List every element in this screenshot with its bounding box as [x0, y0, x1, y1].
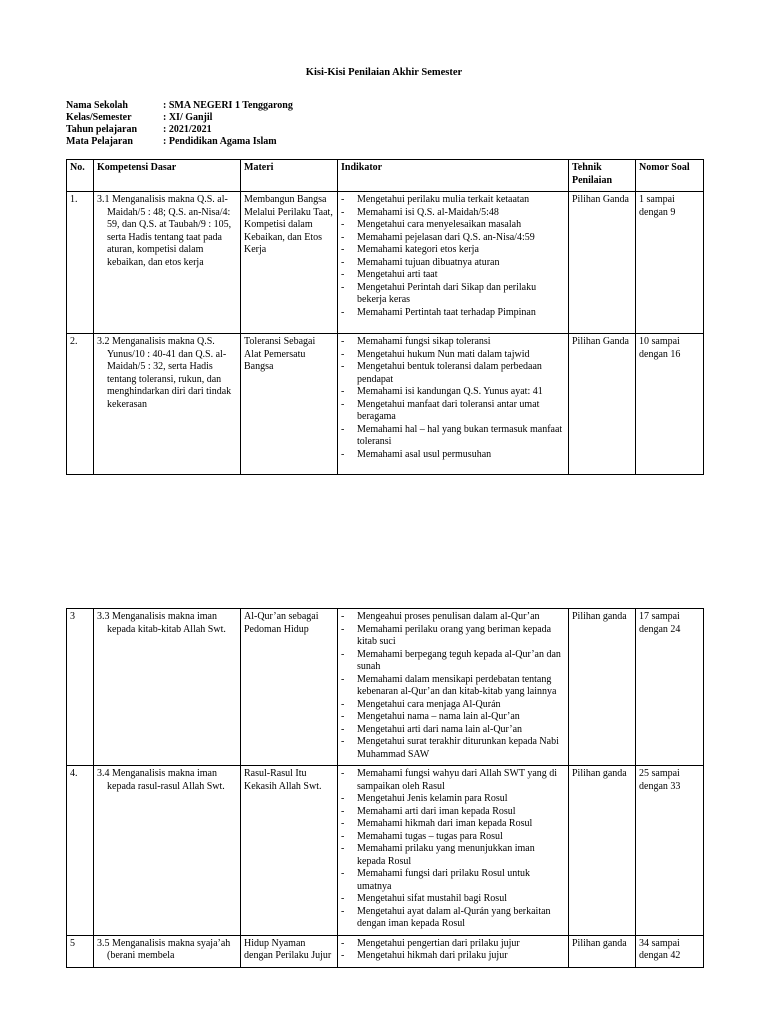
cell-kompetensi-dasar: 3.4 Menganalisis makna iman kepada rasul-rasul Allah Swt. — [94, 766, 241, 936]
cell-materi: Hidup Nyaman dengan Perilaku Jujur — [241, 935, 338, 967]
indikator-item: - Mengeahui proses penulisan dalam al-Qur’an — [341, 611, 565, 624]
cell-no: 3 — [67, 609, 94, 766]
info-label: Mata Pelajaran — [66, 136, 133, 147]
info-value: : SMA NEGERI 1 Tenggarong — [163, 100, 293, 111]
indikator-item: - Mengetahui arti taat — [341, 269, 565, 282]
indikator-item: - Memahami kategori etos kerja — [341, 244, 565, 257]
indikator-item: - Mengetahui hukum Nun mati dalam tajwid — [341, 349, 565, 362]
header-no: No. — [67, 160, 94, 192]
header-indikator: Indikator — [338, 160, 569, 192]
info-label: Nama Sekolah — [66, 100, 128, 111]
indikator-item: - Memahami isi kandungan Q.S. Yunus ayat: 41 — [341, 386, 565, 399]
info-row — [66, 100, 293, 112]
indikator-item: - Memahami Pertintah taat terhadap Pimpinan — [341, 307, 565, 320]
indikator-item: - Mengetahui bentuk toleransi dalam perbedaan pendapat — [341, 361, 565, 386]
cell-teknik-penilaian: Pilihan ganda — [569, 766, 636, 936]
info-row — [66, 136, 293, 148]
cell-indikator — [338, 192, 569, 334]
indikator-item: - Memahami tujuan dibuatnya aturan — [341, 257, 565, 270]
cell-teknik-penilaian: Pilihan Ganda — [569, 192, 636, 334]
cell-nomor-soal: 1 sampai dengan 9 — [636, 192, 704, 334]
indikator-item: - Memahami hikmah dari iman kepada Rosul — [341, 818, 565, 831]
kisi-kisi-table-part-1 — [66, 159, 704, 475]
header-nomor-soal: Nomor Soal — [636, 160, 704, 192]
info-label: Tahun pelajaran — [66, 124, 138, 135]
school-info — [66, 100, 293, 148]
cell-indikator — [338, 766, 569, 936]
header-kompetensi-dasar: Kompetensi Dasar — [94, 160, 241, 192]
indikator-item: - Memahami isi Q.S. al-Maidah/5:48 — [341, 207, 565, 220]
info-value: : Pendidikan Agama Islam — [163, 136, 277, 147]
indikator-item: - Mengetahui perilaku mulia terkait ketaatan — [341, 194, 565, 207]
table-row — [67, 935, 704, 967]
indikator-item: - Memahami berpegang teguh kepada al-Qur’an dan sunah — [341, 649, 565, 674]
cell-nomor-soal: 25 sampai dengan 33 — [636, 766, 704, 936]
document-title: Kisi-Kisi Penilaian Akhir Semester — [305, 67, 463, 78]
table-row — [67, 609, 704, 766]
table-row — [67, 334, 704, 475]
cell-no: 2. — [67, 334, 94, 475]
cell-kompetensi-dasar: 3.5 Menganalisis makna syaja’ah (berani membela — [94, 935, 241, 967]
indikator-item: - Memahami fungsi wahyu dari Allah SWT yang di sampaikan oleh Rasul — [341, 768, 565, 793]
indikator-item: - Memahami hal – hal yang bukan termasuk manfaat toleransi — [341, 424, 565, 449]
cell-teknik-penilaian: Pilihan ganda — [569, 935, 636, 967]
cell-indikator — [338, 935, 569, 967]
indikator-item: - Mengetahui Perintah dari Sikap dan perilaku bekerja keras — [341, 282, 565, 307]
indikator-item: - Mengetahui nama – nama lain al-Qur’an — [341, 711, 565, 724]
info-label: Kelas/Semester — [66, 112, 132, 123]
indikator-item: - Memahami asal usul permusuhan — [341, 449, 565, 462]
indikator-item: - Mengetahui Jenis kelamin para Rosul — [341, 793, 565, 806]
indikator-item: - Memahami fungsi sikap toleransi — [341, 336, 565, 349]
cell-kompetensi-dasar: 3.1 Menganalisis makna Q.S. al- Maidah/5 : 48; Q.S. an-Nisa/4: 59, dan Q.S. at Taubah/9 : 105, serta Hadis tentang taat pada aturan, kompetisi dalam kebaikan, dan etos kerja — [94, 192, 241, 334]
cell-materi: Membangun Bangsa Melalui Perilaku Taat, Kompetisi dalam Kebaikan, dan Etos Kerja — [241, 192, 338, 334]
cell-nomor-soal: 34 sampai dengan 42 — [636, 935, 704, 967]
indikator-item: - Memahami prilaku yang menunjukkan iman kepada Rosul — [341, 843, 565, 868]
cell-kompetensi-dasar: 3.3 Menganalisis makna iman kepada kitab-kitab Allah Swt. — [94, 609, 241, 766]
indikator-item: - Memahami tugas – tugas para Rosul — [341, 831, 565, 844]
cell-kompetensi-dasar: 3.2 Menganalisis makna Q.S. Yunus/10 : 40-41 dan Q.S. al-Maidah/5 : 32, serta Hadis tentang toleransi, rukun, dan menghindarkan diri dari tindak kekerasan — [94, 334, 241, 475]
table-row — [67, 766, 704, 936]
kisi-kisi-table-part-2 — [66, 608, 704, 968]
cell-indikator — [338, 334, 569, 475]
indikator-item: - Mengetahui arti dari nama lain al-Qur’an — [341, 724, 565, 737]
indikator-item: - Mengetahui manfaat dari toleransi antar umat beragama — [341, 399, 565, 424]
cell-teknik-penilaian: Pilihan ganda — [569, 609, 636, 766]
indikator-item: - Memahami dalam mensikapi perdebatan tentang kebenaran al-Qur’an dan kitab-kitab yang lainnya — [341, 674, 565, 699]
indikator-item: - Mengetahui cara menjaga Al-Qurán — [341, 699, 565, 712]
cell-materi: Rasul-Rasul Itu Kekasih Allah Swt. — [241, 766, 338, 936]
indikator-item: - Memahami pejelasan dari Q.S. an-Nisa/4:59 — [341, 232, 565, 245]
cell-nomor-soal: 17 sampai dengan 24 — [636, 609, 704, 766]
cell-materi: Toleransi Sebagai Alat Pemersatu Bangsa — [241, 334, 338, 475]
cell-nomor-soal: 10 sampai dengan 16 — [636, 334, 704, 475]
info-row — [66, 112, 293, 124]
indikator-item: - Mengetahui sifat mustahil bagi Rosul — [341, 893, 565, 906]
indikator-item: - Memahami fungsi dari prilaku Rosul untuk umatnya — [341, 868, 565, 893]
table-header-row — [67, 160, 704, 192]
indikator-item: - Mengetahui cara menyelesaikan masalah — [341, 219, 565, 232]
indikator-item: - Memahami arti dari iman kepada Rosul — [341, 806, 565, 819]
indikator-item: - Memahami perilaku orang yang beriman kepada kitab suci — [341, 624, 565, 649]
info-row — [66, 124, 293, 136]
cell-indikator — [338, 609, 569, 766]
cell-no: 5 — [67, 935, 94, 967]
cell-teknik-penilaian: Pilihan Ganda — [569, 334, 636, 475]
info-value: : 2021/2021 — [163, 124, 212, 135]
cell-no: 1. — [67, 192, 94, 334]
table-row — [67, 192, 704, 334]
cell-no: 4. — [67, 766, 94, 936]
indikator-item: - Mengetahui surat terakhir diturunkan kepada Nabi Muhammad SAW — [341, 736, 565, 761]
indikator-item: - Mengetahui ayat dalam al-Qurán yang berkaitan dengan iman kepada Rosul — [341, 906, 565, 931]
indikator-item: - Mengetahui hikmah dari prilaku jujur — [341, 950, 565, 963]
indikator-item: - Mengetahui pengertian dari prilaku jujur — [341, 938, 565, 951]
header-teknik-penilaian: Tehnik Penilaian — [569, 160, 636, 192]
info-value: : XI/ Ganjil — [163, 112, 213, 123]
header-materi: Materi — [241, 160, 338, 192]
cell-materi: Al-Qur’an sebagai Pedoman Hidup — [241, 609, 338, 766]
